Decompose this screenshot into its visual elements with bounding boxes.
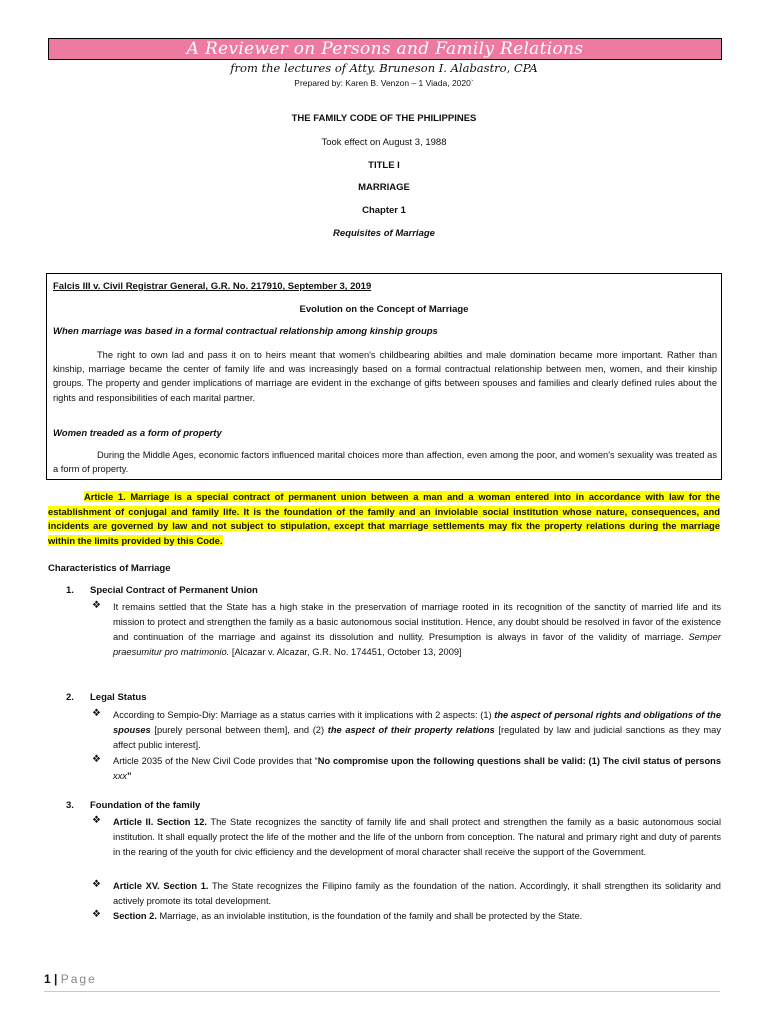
item-2-bullet-2 — [113, 754, 721, 784]
document-subtitle: from the lectures of Atty. Bruneson I. Alabastro, CPA — [230, 61, 538, 75]
page-footer — [44, 972, 97, 986]
title-heading: TITLE I — [368, 160, 400, 171]
property-note: [regulated by law and judicial sanctions as they may affect public interest]. — [113, 725, 721, 751]
property-aspect: the aspect of their property relations — [327, 725, 495, 736]
page-separator: | — [54, 972, 58, 986]
closing-quote: ” — [126, 771, 132, 782]
art-15-sec-1-text: The State recognizes the Filipino family as the foundation of the nation. Accordingly, it shall strengthen its solidarity and actively promote its total development. — [113, 881, 721, 907]
diamond-bullet-icon: ❖ — [92, 754, 101, 765]
item-1-label: Special Contract of Permanent Union — [90, 585, 258, 596]
article-1 — [48, 490, 720, 548]
footer-divider — [44, 991, 720, 992]
item-2-label: Legal Status — [90, 692, 147, 703]
diamond-bullet-icon: ❖ — [92, 815, 101, 826]
section-2-text: Marriage, as an inviolable institution, is the foundation of the family and shall be protected by the State. — [159, 911, 583, 921]
item-1-bullet-1-text: It remains settled that the State has a high stake in the preservation of marriage rooted in its recognition of the sanctity of married life and its mission to protect and strengthen the family as a basic autonomous social institution. Hence, any doubt should be resolved in favor of the existence and continuation of the marriage and against its dissolution and nullity. Presumption is always in favor of the validity of marriage. — [113, 602, 721, 643]
page-label: Page — [60, 972, 97, 986]
art-2-sec-12: Article II. Section 12. — [113, 817, 207, 827]
item-3-bullet-1 — [113, 815, 721, 860]
property-paragraph: During the Middle Ages, economic factors influenced marital choices more than affection, even among the poor, and women's sexuality was treated as a form of property. — [53, 450, 717, 475]
latin-maxim: Semper praesumitur pro matrimonio. — [113, 632, 721, 658]
evolution-heading: Evolution on the Concept of Marriage — [299, 304, 469, 315]
title-banner — [48, 38, 722, 60]
item-3-label: Foundation of the family — [90, 800, 201, 811]
personal-aspect: the aspect of personal rights and obligations of the spouses — [113, 710, 721, 736]
item-3-bullet-2 — [113, 879, 721, 909]
diamond-bullet-icon: ❖ — [92, 708, 101, 719]
diamond-bullet-icon: ❖ — [92, 909, 101, 920]
diamond-bullet-icon: ❖ — [92, 600, 101, 611]
kinship-heading: When marriage was based in a formal contractual relationship among kinship groups — [53, 326, 438, 337]
chapter-heading: Chapter 1 — [362, 205, 406, 216]
item-2-bullet-1 — [113, 708, 721, 753]
art-2-sec-12-text: The State recognizes the sanctity of family life and shall protect and strengthen the family as a basic autonomous social institution. It shall equally protect the life of the mother and the life of the unborn from conception. The natural and primary right and duty of parents in the rearing of the youth for civic efficiency and the development of moral character shall receive the support of the Government. — [113, 817, 722, 858]
requisites-heading: Requisites of Marriage — [333, 228, 435, 239]
article-1-text: Article 1. Marriage is a special contract of permanent union between a man and a woman entered into in accordance with law for the establishment of conjugal and family life. It is the foundation of the family and an inviolable social institution whose nature, consequences, and incidents are governed by law and not subject to stipulation, except that marriage settlements may fix the property relations during the marriage within the limits provided by this Code. — [48, 491, 720, 546]
document-title: A Reviewer on Persons and Family Relations — [186, 39, 584, 59]
item-3-bullet-3 — [113, 909, 721, 924]
item-2-number: 2. — [66, 692, 74, 703]
item-3 — [66, 800, 200, 811]
civil-code-quote: No compromise upon the following questions shall be valid: (1) The civil status of persons — [317, 756, 721, 766]
item-1 — [66, 585, 258, 596]
art-15-sec-1: Article XV. Section 1. — [113, 881, 209, 891]
section-2: Section 2. — [113, 911, 157, 921]
diamond-bullet-icon: ❖ — [92, 879, 101, 890]
page-number: 1 — [44, 972, 51, 986]
code-heading: THE FAMILY CODE OF THE PHILIPPINES — [291, 113, 477, 124]
item-2 — [66, 692, 147, 703]
characteristics-title: Characteristics of Marriage — [48, 563, 171, 574]
prepared-by: Prepared by: Karen B. Venzon – 1 Viada, 2020` — [294, 78, 474, 88]
kinship-paragraph: The right to own lad and pass it on to heirs meant that women's childbearing abilties and male domination became more important. Rather than kinship, marriage became the center of family life and was increasingly based on a formal contractual relationship between men, women, and their kinship groups. The property and gender implications of marriage are evident in the exchange of gifts between spouses and families and clearly defined rules about the rights and responsibilities of each marital partner. — [53, 350, 717, 403]
civil-code-text: Article 2035 of the New Civil Code provides that “ — [113, 756, 318, 766]
sempio-diy-text: According to Sempio-Diy: Marriage as a status carries with it implications with 2 aspects: (1) — [113, 710, 492, 720]
effectivity-date: Took effect on August 3, 1988 — [321, 137, 447, 148]
property-heading: Women treaded as a form of property — [53, 428, 222, 439]
personal-note: [purely personal between them], and (2) — [154, 725, 325, 736]
case-citation: Falcis III v. Civil Registrar General, G.R. No. 217910, September 3, 2019 — [53, 281, 372, 292]
marriage-heading: MARRIAGE — [358, 182, 410, 193]
item-3-number: 3. — [66, 800, 74, 811]
item-1-number: 1. — [66, 585, 74, 596]
case-box — [46, 273, 722, 480]
case-cite: [Alcazar v. Alcazar, G.R. No. 174451, October 13, 2009] — [231, 647, 462, 658]
item-1-bullet-1 — [113, 600, 721, 660]
xxx-marker: xxx — [113, 771, 127, 782]
